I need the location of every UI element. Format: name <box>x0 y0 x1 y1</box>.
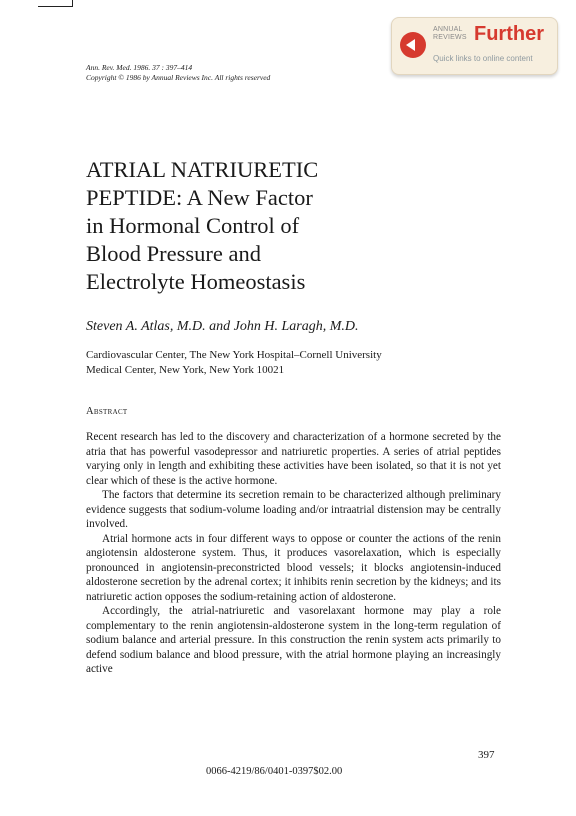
abstract-paragraph: The factors that determine its secretion remain to be characterized although preliminary evidence suggests that sodium-volume loading and/or intraatrial distension may be centrally involved. <box>86 489 501 530</box>
abstract-paragraph: Accordingly, the atrial-natriuretic and vasorelaxant hormone may play a role complementary to the renin angiotensin-aldosterone system in the long-term regulation of sodium balance and arterial pressure. In this construction the renin system acts primarily to defend sodium balance and blood pressure, with the atrial hormone playing an increasingly active <box>86 605 501 675</box>
affiliation <box>86 348 382 378</box>
page-number: 397 <box>478 749 495 761</box>
title-line: Blood Pressure and <box>86 241 261 266</box>
title-line: ATRIAL NATRIURETIC <box>86 157 319 182</box>
title-line: in Hormonal Control of <box>86 213 300 238</box>
title-line: Electrolyte Homeostasis <box>86 269 306 294</box>
abstract-paragraph: Atrial hormone acts in four different ways to oppose or counter the actions of the renin angiotensin aldosterone system. Thus, it produces vasorelaxation, which is especially pronounced in angiotensin-preconstricted blood vessels; it blocks angiotensin-induced aldosterone secretion by the adrenal cortex; it inhibits renin secretion by the kidneys; and its natriuretic action opposes the sodium-retaining action of aldosterone. <box>86 532 501 603</box>
abstract-paragraph: Recent research has led to the discovery and characterization of a hormone secreted by the atria that has powerful vasodepressor and natriuretic properties. A series of atrial peptides varying only in length and exhibiting these activities have been isolated, so that it is not yet clear which of these is the active hormone. <box>86 431 501 487</box>
badge-subtitle: Quick links to online content <box>433 54 533 63</box>
footer-code: 0066-4219/86/0401-0397$02.00 <box>206 766 343 777</box>
citation <box>86 63 270 83</box>
affiliation-line: Cardiovascular Center, The New York Hospital–Cornell University <box>86 349 382 361</box>
annual-reviews-logo-icon <box>400 32 426 58</box>
badge-brand: ANNUAL REVIEWS <box>433 26 467 41</box>
article-title <box>86 156 406 296</box>
further-badge[interactable] <box>391 17 558 75</box>
citation-line: Copyright © 1986 by Annual Reviews Inc. All rights reserved <box>86 73 271 82</box>
badge-further-label: Further <box>474 23 544 45</box>
abstract-body <box>86 430 501 677</box>
authors: Steven A. Atlas, M.D. and John H. Laragh, M.D. <box>86 319 359 334</box>
citation-line: Ann. Rev. Med. 1986. 37 : 397–414 <box>86 63 193 72</box>
crop-mark <box>38 0 73 7</box>
affiliation-line: Medical Center, New York, New York 10021 <box>86 364 285 376</box>
title-line: PEPTIDE: A New Factor <box>86 185 313 210</box>
abstract-heading: Abstract <box>86 406 128 417</box>
